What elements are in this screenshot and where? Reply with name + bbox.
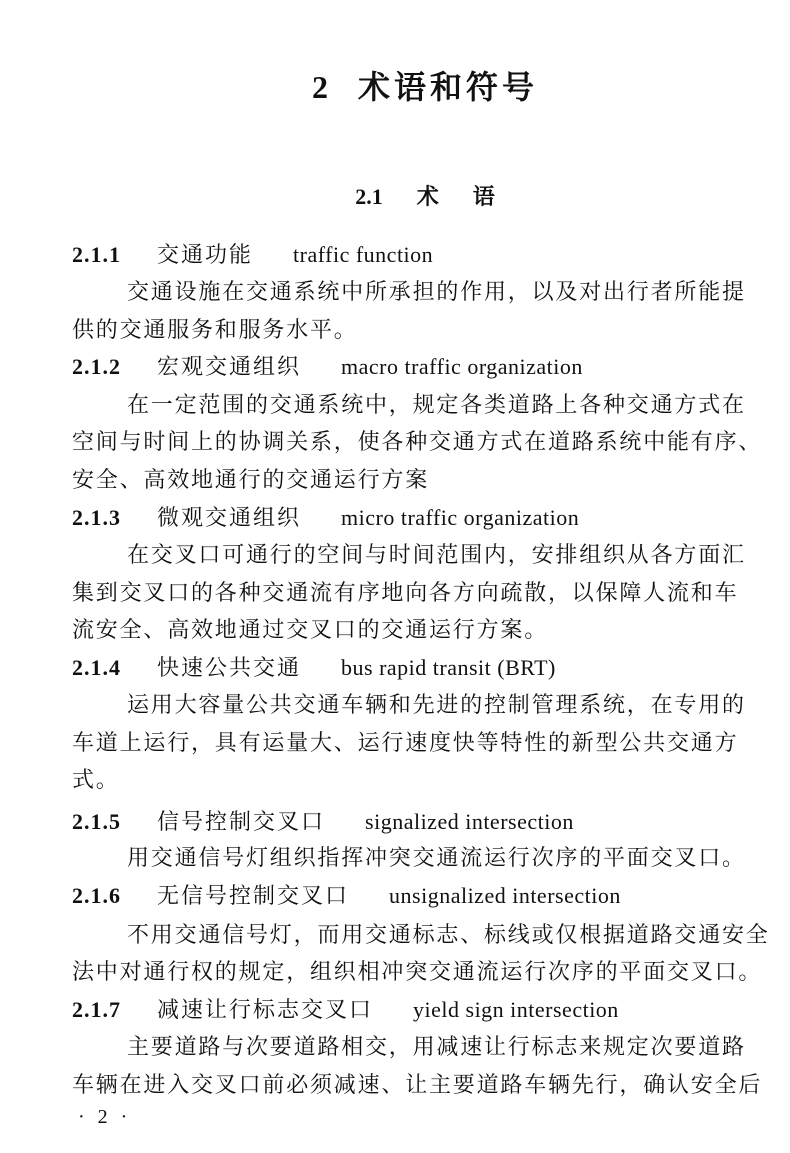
chapter-number: 2 xyxy=(311,69,332,105)
definition-line: 用交通信号灯组织指挥冲突交通流运行次序的平面交叉口。 xyxy=(127,845,746,870)
term-number: 2.1.3 xyxy=(72,505,121,530)
chapter-title-text: 术语和符号 xyxy=(357,69,538,105)
definition-line: 运用大容量公共交通车辆和先进的控制管理系统，在专用的 xyxy=(127,692,746,717)
term-chinese: 交通功能 xyxy=(157,242,254,267)
term-english: yield sign intersection xyxy=(413,997,619,1022)
term-number: 2.1.1 xyxy=(72,242,121,267)
term-heading xyxy=(72,995,619,1025)
definition-line: 空间与时间上的协调关系，使各种交通方式在道路系统中能有序、 xyxy=(72,429,763,454)
definition-line: 流安全、高效地通过交叉口的交通运行方案。 xyxy=(72,617,549,642)
term-english: traffic function xyxy=(293,242,434,267)
definition-line: 集到交叉口的各种交通流有序地向各方向疏散，以保障人流和车 xyxy=(72,580,739,605)
definition-line: 在交叉口可通行的空间与时间范围内，安排组织从各方面汇 xyxy=(127,542,746,567)
definition-line: 安全、高效地通行的交通运行方案 xyxy=(72,467,430,492)
section-number: 2.1 xyxy=(355,184,383,209)
term-heading xyxy=(72,503,579,533)
term-chinese: 宏观交通组织 xyxy=(157,354,302,379)
term-english: bus rapid transit (BRT) xyxy=(341,655,556,680)
definition-line: 交通设施在交通系统中所承担的作用，以及对出行者所能提 xyxy=(127,279,746,304)
definition-line: 在一定范围的交通系统中，规定各类道路上各种交通方式在 xyxy=(127,392,746,417)
term-english: macro traffic organization xyxy=(341,354,583,379)
section-title-a: 术 xyxy=(416,184,439,209)
term-chinese: 无信号控制交叉口 xyxy=(157,883,350,908)
term-number: 2.1.4 xyxy=(72,655,121,680)
term-number: 2.1.5 xyxy=(72,809,121,834)
section-title-b: 语 xyxy=(472,184,495,209)
chapter-title xyxy=(0,62,790,108)
term-chinese: 减速让行标志交叉口 xyxy=(157,997,374,1022)
definition-line: 车辆在进入交叉口前必须减速、让主要道路车辆先行，确认安全后 xyxy=(72,1072,763,1097)
term-heading xyxy=(72,881,621,911)
definition-line: 法中对通行权的规定，组织相冲突交通流运行次序的平面交叉口。 xyxy=(72,959,763,984)
term-chinese: 微观交通组织 xyxy=(157,505,302,530)
term-heading xyxy=(72,240,433,270)
term-heading xyxy=(72,807,574,837)
definition-line: 车道上运行，具有运量大、运行速度快等特性的新型公共交通方 xyxy=(72,730,739,755)
definition-line: 供的交通服务和服务水平。 xyxy=(72,317,358,342)
term-number: 2.1.2 xyxy=(72,354,121,379)
term-english: signalized intersection xyxy=(365,809,574,834)
term-chinese: 快速公共交通 xyxy=(157,655,302,680)
term-heading xyxy=(72,352,583,382)
term-number: 2.1.7 xyxy=(72,997,121,1022)
definition-line: 不用交通信号灯，而用交通标志、标线或仅根据道路交通安全 xyxy=(127,922,770,947)
term-english: micro traffic organization xyxy=(341,505,580,530)
term-number: 2.1.6 xyxy=(72,883,121,908)
definition-line: 式。 xyxy=(72,767,120,792)
term-chinese: 信号控制交叉口 xyxy=(157,809,326,834)
definition-line: 主要道路与次要道路相交，用减速让行标志来规定次要道路 xyxy=(127,1034,746,1059)
section-heading xyxy=(0,180,790,211)
term-heading xyxy=(72,653,556,683)
term-english: unsignalized intersection xyxy=(389,883,621,908)
page-number: · 2 · xyxy=(78,1106,132,1128)
